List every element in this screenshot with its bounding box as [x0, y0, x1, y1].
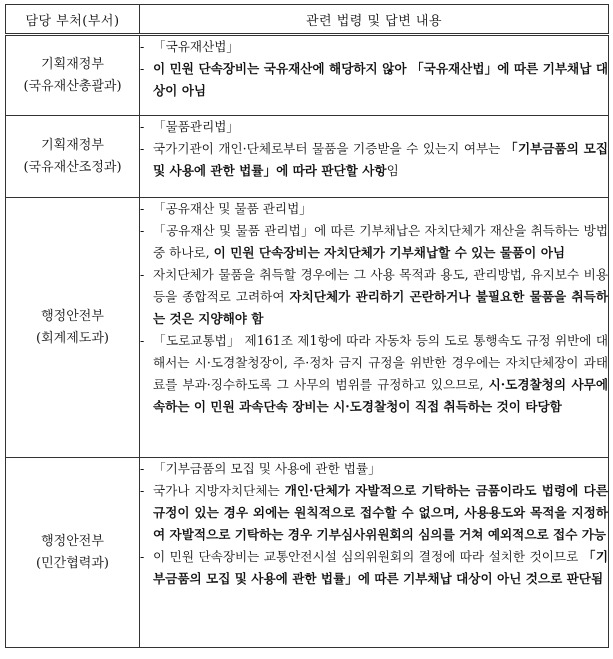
text-segment: 자치단체가 물품을 취득할 경우에는 그 사용 목적과 용도, 관리방법, 유지보수 비용 등을 종합적로 고려하여: [153, 267, 608, 304]
answer-item: [140, 58, 608, 102]
answer-cell: [140, 35, 609, 116]
answer-item: [140, 546, 608, 590]
answer-text: [153, 58, 608, 102]
dept-name: 기획재정부: [41, 56, 104, 72]
text-segment: 임: [386, 163, 399, 178]
answer-text: [153, 546, 608, 590]
answer-item: [140, 138, 608, 182]
answer-text: [153, 220, 608, 264]
table-row: [6, 116, 609, 198]
table-row: [6, 35, 609, 116]
dept-name: 행정안전부: [41, 308, 104, 324]
dash-bullet-icon: -: [140, 201, 145, 216]
bold-text-segment: 이 민원 단속장비는 국유재산에 해당하지 않아 「국유재산법」에 따른 기부채납 대상이 아님: [153, 61, 608, 98]
answer-item: [140, 330, 608, 418]
dash-bullet-icon: -: [140, 333, 145, 348]
content-column-header: 관련 법령 및 답변 내용: [140, 5, 609, 35]
table-header-row: [6, 5, 609, 35]
dash-bullet-icon: -: [140, 483, 145, 498]
dept-cell: [6, 198, 140, 458]
text-segment: 「물품관리법」: [153, 119, 240, 134]
dash-bullet-icon: -: [140, 39, 145, 54]
bold-text-segment: 개인·단체가 자발적으로 기탁하는 금품이라도 법령에 다른 규정이 있는 경우 외에는 원칙적으로 접수할 수 없으며, 사용용도와 목적을 지정하여 자발적으로 기탁하는 경우 기부심사위원회의 심의를 거쳐 예외적으로 접수 가능: [153, 483, 609, 542]
table-row: [6, 458, 609, 648]
answer-text: [153, 198, 608, 220]
dept-division: (국유재산조정과): [23, 159, 122, 175]
answer-item: [140, 36, 608, 58]
text-segment: 「국유재산법」: [153, 39, 240, 54]
answer-cell: [140, 458, 609, 648]
dash-bullet-icon: -: [140, 141, 145, 156]
dept-name: 행정안전부: [41, 533, 104, 549]
dept-division: (국유재산총괄과): [23, 78, 122, 94]
answer-text: [153, 264, 608, 330]
answer-text: [153, 330, 608, 418]
dash-bullet-icon: -: [140, 61, 145, 76]
answer-cell: [140, 198, 609, 458]
answer-text: [153, 138, 608, 182]
response-table: [5, 4, 609, 648]
text-segment: 「공유재산 및 물품 관리법」에 따른 기부채납은 자치단체가 재산을 취득하는 방법 중 하나로,: [153, 223, 608, 260]
bold-text-segment: 시·도경찰청의 사무에 속하는 이 민원 과속단속 장비는 시·도경찰청이 직접 취득하는 것이 타당함: [153, 377, 608, 414]
bold-text-segment: 「기부금품의 모집 및 사용에 관한 법률」에 따라 판단할 사항: [153, 141, 608, 178]
dash-bullet-icon: -: [140, 267, 145, 282]
dash-bullet-icon: -: [140, 461, 145, 476]
text-segment: 「공유재산 및 물품 관리법」: [153, 201, 312, 216]
answer-item: [140, 458, 608, 480]
answer-item: [140, 264, 608, 330]
dash-bullet-icon: -: [140, 549, 145, 564]
answer-cell: [140, 116, 609, 198]
bold-text-segment: 「기부금품의 모집 및 사용에 관한 법률」에 따른 기부채납 대상이 아닌 것으로 판단됨: [153, 549, 609, 586]
answer-text: [153, 480, 608, 546]
answer-item: [140, 116, 608, 138]
dept-division: (민간협력과): [36, 555, 109, 571]
dept-cell: [6, 458, 140, 648]
text-segment: 이 민원 단속장비는 교통안전시설 심의위원회의 결정에 따라 설치한 것이므로: [153, 549, 583, 564]
dept-division: (회계제도과): [36, 330, 109, 346]
dept-name: 기획재정부: [41, 137, 104, 153]
text-segment: 국가기관이 개인·단체로부터 물품을 기증받을 수 있는지 여부는: [153, 141, 505, 156]
dash-bullet-icon: -: [140, 223, 145, 238]
text-segment: 국가나 지방자치단체는: [153, 483, 285, 498]
dash-bullet-icon: -: [140, 119, 145, 134]
table-row: [6, 198, 609, 458]
answer-text: [153, 458, 608, 480]
dept-column-header: 담당 부처(부서): [6, 5, 140, 35]
answer-item: [140, 220, 608, 264]
bold-text-segment: 자치단체가 관리하기 곤란하거나 불필요한 물품을 취득하는 것은 지양해야 함: [153, 289, 608, 326]
answer-item: [140, 480, 608, 546]
bold-text-segment: 이 민원 단속장비는 자치단체가 기부채납할 수 있는 물품이 아님: [213, 245, 566, 260]
dept-cell: [6, 35, 140, 116]
dept-cell: [6, 116, 140, 198]
answer-item: [140, 198, 608, 220]
text-segment: 「기부금품의 모집 및 사용에 관한 법률」: [153, 461, 381, 476]
answer-text: [153, 116, 608, 138]
text-segment: 「도로교통법」 제161조 제1항에 따라 자동차 등의 도로 통행속도 규정 위반에 대해서는 시·도경찰청장이, 주·정차 금지 규정을 위반한 경우에는 자치단체장이 과태료를 부과·징수하도록 그 사무의 범위를 규정하고 있으므로,: [153, 333, 608, 392]
answer-text: [153, 36, 608, 58]
